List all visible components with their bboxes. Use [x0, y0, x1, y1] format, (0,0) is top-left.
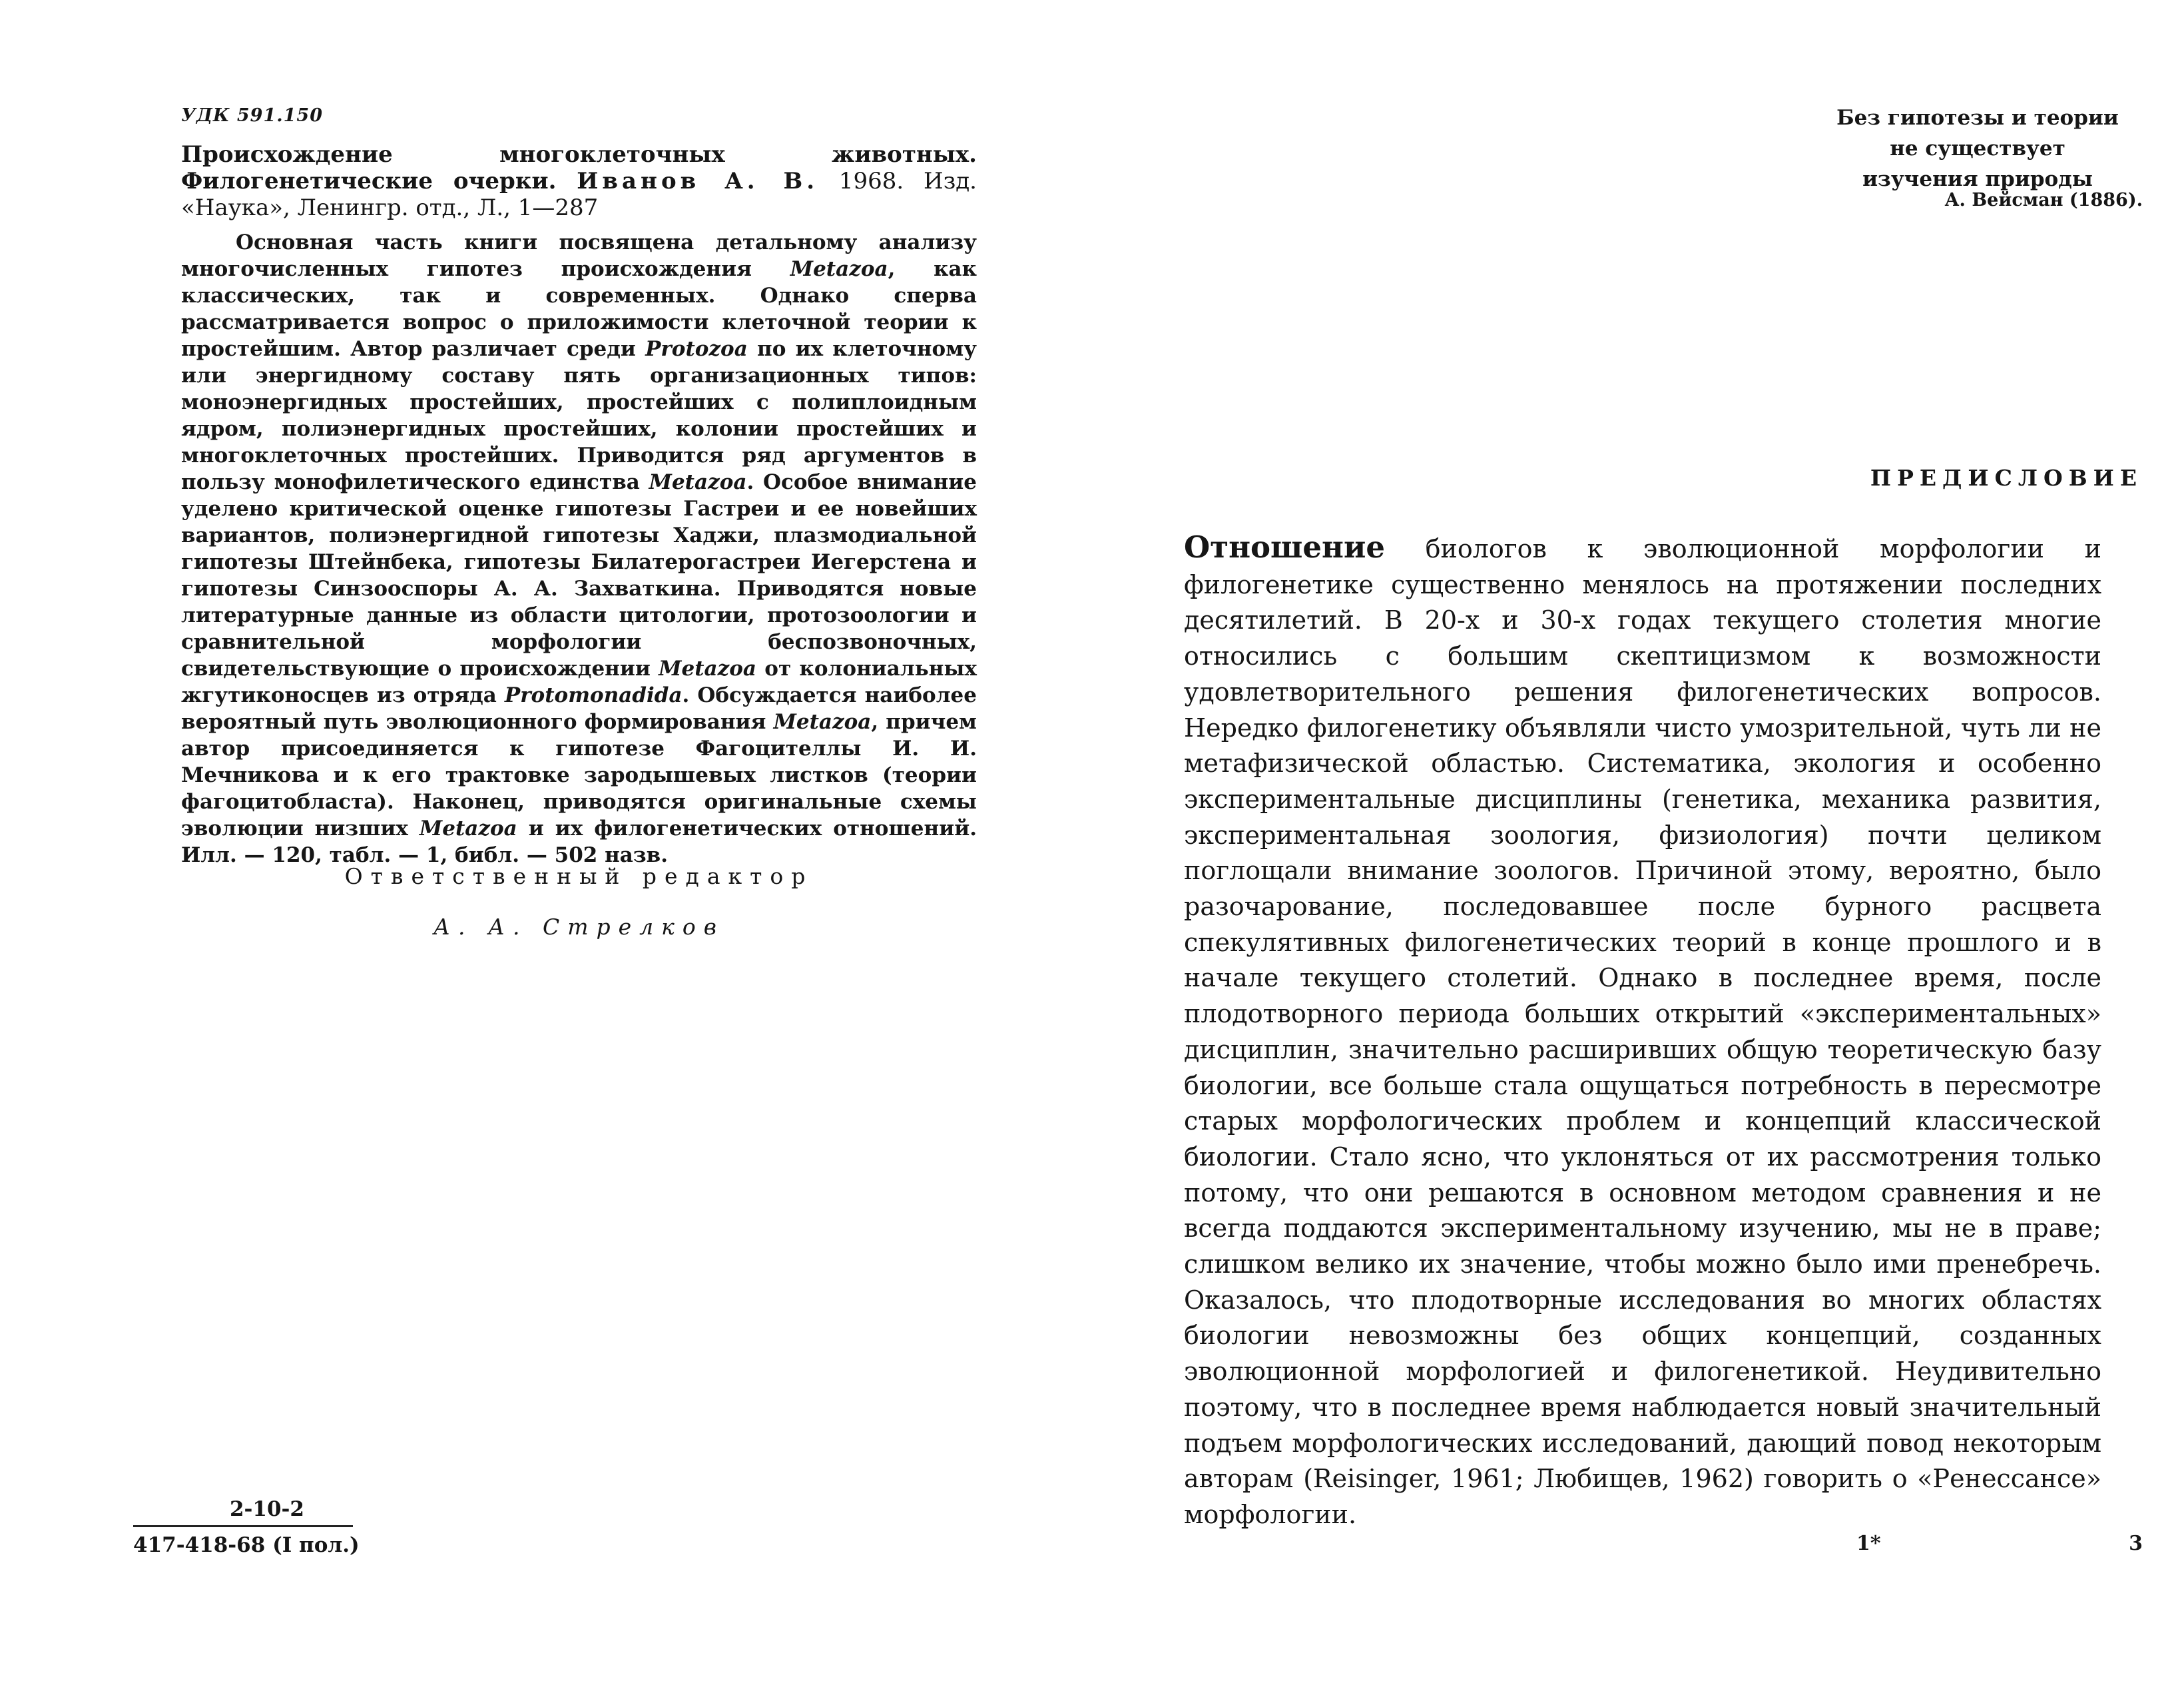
right-page [1092, 0, 2184, 1705]
abstract-text: от колониальных жгутиконосцев из отряда [181, 657, 977, 707]
abstract-text: , как классических, так и современных. Однако сперва рассматривается вопрос о приложимости клеточной теории к простейшим. Автор различает среди [181, 257, 977, 361]
udk-code: УДК 591.150 [181, 105, 323, 126]
abstract-term: Metazoa [773, 710, 872, 734]
epigraph-line: изучения природы [1862, 167, 2093, 191]
publication-info: 1968. Изд. «Наука», Ленингр. отд., Л., 1—287 [181, 168, 977, 221]
preface-paragraph: биологов к эволюционной морфологии и филогенетике существенно менялось на протяжении последних десятилетий. В 20-х и 30-х годах текущего столетия многие относились с большим скептицизмом к возможности удовлетворительного решения филогенетических вопросов. Нередко филогенетику объявляли чисто умозрительной, чуть ли не метафизической областью. Систематика, экология и особенно экспериментальные дисциплины (генетика, механика развития, экспериментальная зоология, физиология) почти целиком поглощали внимание зоологов. Причиной этому, вероятно, было разочарование, последовавшее после бурного расцвета спекулятивных филогенетических теорий в конце прошлого и в начале текущего столетий. Однако в последнее время, после плодотворного периода больших открытий «экспериментальных» дисциплин, значительно расширивших общую теоретическую базу биологии, все больше стала ощущаться потребность в пересмотре старых морфологических проблем и концепций классической биологии. Стало ясно, что уклоняться от их рассмотрения только потому, что они решаются в основном методом сравнения и не всегда поддаются экспериментальному изучению, мы не в праве; слишком велико их значение, чтобы можно было ими пренебречь. Оказалось, что плодотворные исследования во многих областях биологии невозможны без общих концепций, созданных эволюционной морфологией и филогенетикой. Неудивительно поэтому, что в последнее время наблюдается новый значительный подъем морфологических исследований, дающий повод некоторым авторам (Reisinger, 1961; Любищев, 1962) говорить о «Ренессансе» морфологии. [1184, 534, 2101, 1529]
abstract-term: Metazoa [790, 257, 888, 281]
preface-title: ПРЕДИСЛОВИЕ [1870, 465, 2143, 491]
abstract-text: . Обсуждается наиболее вероятный путь эволюционного формирования [181, 683, 977, 734]
abstract-text: , причем автор присоединяется к гипотезе Фагоцителлы И. И. Мечникова и к его трактовке зародышевых листков (теории фагоцитобласта). Наконец, приводятся оригинальные схемы эволюции низших [181, 710, 977, 841]
editor-label: Ответственный редактор [344, 863, 814, 889]
book-title: Происхождение многоклеточных животных. Филогенетические очерки. [181, 141, 977, 194]
print-order-code: 417-418-68 (I пол.) [133, 1533, 360, 1557]
abstract-text: и их филогенетических отношений. Илл. — 120, табл. — 1, библ. — 502 назв. [181, 817, 977, 867]
epigraph [1814, 103, 2141, 194]
book-author: Иванов А. В. [577, 168, 819, 194]
preface-first-word: Отношение [1184, 529, 1385, 565]
abstract-term: Metazoa [649, 470, 747, 494]
catalog-code: 2-10-2 [229, 1497, 304, 1521]
bibliographic-entry [181, 141, 977, 221]
abstract [181, 229, 977, 868]
abstract-term: Protomonadida [504, 683, 682, 707]
abstract-text: по их клеточному или энергидному составу пять организационных типов: моноэнергидных простейших, простейших с полиплоидным ядром, полиэнергидных простейших, колонии простейших и многоклеточных простейших. Приводится ряд аргументов в пользу монофилетического единства [181, 337, 977, 494]
abstract-text: . Особое внимание уделено критической оценке гипотезы Гастреи и ее новейших вариантов, полиэнергидной гипотезы Хаджи, плазмодиальной гипотезы Штейнбека, гипотезы Билатерогастреи Иегерстена и гипотезы Синзооспоры А. А. Захваткина. Приводятся новые литературные данные из области цитологии, протозоологии и сравнительной морфологии беспозвоночных, свидетельствующие о происхождении [181, 470, 977, 681]
epigraph-author: А. Вейсман (1886). [1944, 190, 2143, 210]
editor-name: А. А. Стрелков [433, 914, 724, 940]
epigraph-line: не существует [1890, 137, 2065, 161]
epigraph-line: Без гипотезы и теории [1836, 106, 2119, 130]
signature-mark: 1* [1856, 1532, 1881, 1555]
page-number: 3 [2129, 1532, 2143, 1555]
abstract-term: Protozoa [645, 337, 748, 361]
preface-body [1184, 529, 2101, 1533]
abstract-text: Основная часть книги посвящена детальному анализу многочисленных гипотез происхождения [181, 230, 977, 281]
code-divider [133, 1525, 353, 1527]
abstract-term: Metazoa [659, 657, 756, 681]
abstract-term: Metazoa [419, 817, 517, 841]
